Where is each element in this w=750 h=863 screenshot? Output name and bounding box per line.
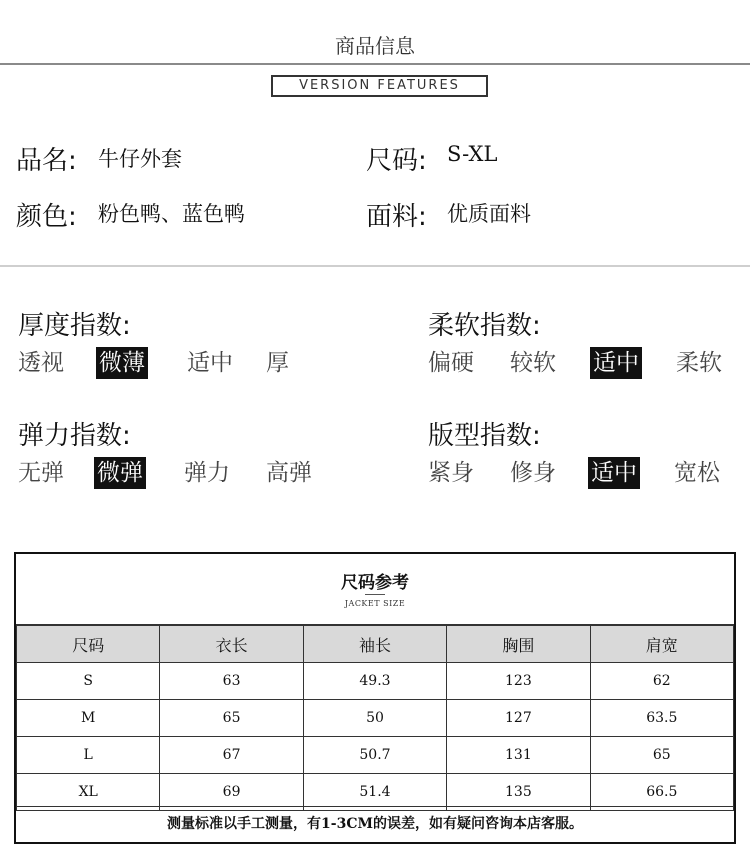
fit-index-title: 版型指数: (428, 421, 541, 451)
fabric-value: 优质面料 (447, 202, 531, 226)
table-row (17, 663, 734, 700)
section-divider (0, 265, 750, 267)
thickness-option: 适中 (187, 350, 233, 376)
table-cell: 62 (590, 663, 733, 700)
fit-option: 修身 (510, 460, 556, 486)
table-row (17, 774, 734, 811)
table-cell: 65 (590, 737, 733, 774)
table-cell: L (17, 737, 160, 774)
table-cell: 67 (160, 737, 303, 774)
table-cell: 65 (160, 700, 303, 737)
size-table-subtitle: JACKET SIZE (344, 599, 406, 608)
thickness-option: 透视 (18, 350, 64, 376)
size-reference-table (14, 552, 736, 844)
softness-option-selected: 适中 (590, 347, 642, 379)
header-divider (0, 63, 750, 65)
column-header: 肩宽 (590, 626, 733, 663)
thickness-option-selected: 微薄 (96, 347, 148, 379)
fit-option: 宽松 (674, 460, 720, 486)
table-cell: 63 (160, 663, 303, 700)
section-title: 商品信息 (335, 34, 415, 58)
table-cell: 69 (160, 774, 303, 811)
elasticity-option: 无弹 (18, 460, 64, 486)
size-grid (16, 625, 734, 811)
name-value: 牛仔外套 (98, 147, 182, 171)
table-cell: 131 (447, 737, 590, 774)
version-features-banner: VERSION FEATURES (271, 75, 488, 97)
column-header: 衣长 (160, 626, 303, 663)
table-cell: S (17, 663, 160, 700)
color-label: 颜色: (16, 202, 77, 232)
column-header: 袖长 (303, 626, 446, 663)
fabric-label: 面料: (366, 202, 427, 232)
size-value: S-XL (447, 142, 498, 166)
softness-option: 柔软 (676, 350, 722, 376)
column-header: 尺码 (17, 626, 160, 663)
size-label: 尺码: (366, 146, 427, 176)
table-cell: M (17, 700, 160, 737)
thickness-index-title: 厚度指数: (18, 311, 131, 341)
table-cell: 49.3 (303, 663, 446, 700)
fit-option: 紧身 (428, 460, 474, 486)
table-cell: 50 (303, 700, 446, 737)
table-row (17, 700, 734, 737)
softness-option: 偏硬 (428, 350, 474, 376)
title-underline (365, 594, 385, 595)
table-cell: 66.5 (590, 774, 733, 811)
table-cell: 135 (447, 774, 590, 811)
measurement-note: 测量标准以手工测量，有1-3CM的误差，如有疑问咨询本店客服。 (16, 806, 734, 843)
table-cell: 51.4 (303, 774, 446, 811)
column-header: 胸围 (447, 626, 590, 663)
table-row (17, 737, 734, 774)
name-label: 品名: (16, 146, 77, 176)
elasticity-option-selected: 微弹 (94, 457, 146, 489)
elasticity-option: 弹力 (184, 460, 230, 486)
size-table-title: 尺码参考 (341, 573, 409, 593)
softness-option: 较软 (510, 350, 556, 376)
table-cell: 127 (447, 700, 590, 737)
size-table-header (16, 554, 734, 625)
table-cell: 50.7 (303, 737, 446, 774)
softness-index-title: 柔软指数: (428, 311, 541, 341)
table-cell: 63.5 (590, 700, 733, 737)
elasticity-index-title: 弹力指数: (18, 421, 131, 451)
elasticity-option: 高弹 (266, 460, 312, 486)
table-header-row (17, 626, 734, 663)
fit-option-selected: 适中 (588, 457, 640, 489)
color-value: 粉色鸭、蓝色鸭 (98, 202, 245, 226)
table-cell: XL (17, 774, 160, 811)
thickness-option: 厚 (266, 350, 289, 376)
table-cell: 123 (447, 663, 590, 700)
